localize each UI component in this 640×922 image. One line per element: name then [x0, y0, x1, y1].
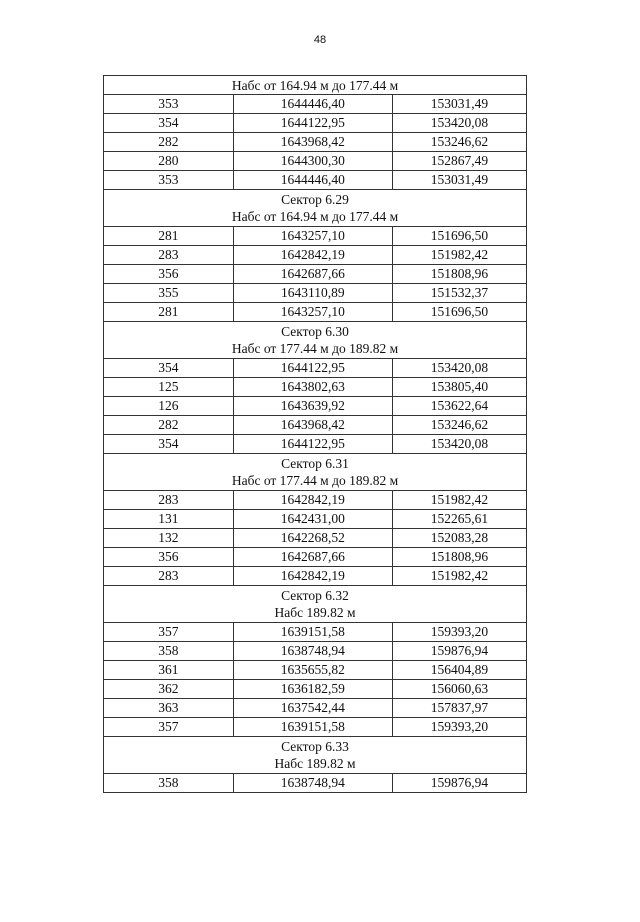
sector-header-cell [104, 76, 527, 95]
table-row [104, 114, 527, 133]
y-coordinate-cell: 159876,94 [392, 774, 526, 793]
x-coordinate-cell: 1644446,40 [233, 95, 392, 114]
y-coordinate-cell: 152265,61 [392, 510, 526, 529]
table-row [104, 378, 527, 397]
y-coordinate-cell: 153420,08 [392, 435, 526, 454]
point-number-cell: 281 [104, 227, 234, 246]
y-coordinate-cell: 151808,96 [392, 265, 526, 284]
sector-header-cell [104, 454, 527, 491]
table-row [104, 510, 527, 529]
point-number-cell: 357 [104, 718, 234, 737]
table-row [104, 567, 527, 586]
sector-header-row [104, 737, 527, 774]
sector-title: Сектор 6.29 [281, 192, 349, 207]
y-coordinate-cell: 153420,08 [392, 359, 526, 378]
x-coordinate-cell: 1643257,10 [233, 303, 392, 322]
sector-header-cell [104, 322, 527, 359]
y-coordinate-cell: 151696,50 [392, 303, 526, 322]
table-row [104, 680, 527, 699]
table-row [104, 699, 527, 718]
table-row [104, 416, 527, 435]
elevation-range: Набс от 164.94 м до 177.44 м [231, 77, 399, 93]
y-coordinate-cell: 151982,42 [392, 246, 526, 265]
table-row [104, 246, 527, 265]
coordinates-table-body [104, 76, 527, 793]
x-coordinate-cell: 1635655,82 [233, 661, 392, 680]
sector-title: Сектор 6.32 [281, 588, 349, 603]
sector-header-row [104, 586, 527, 623]
point-number-cell: 125 [104, 378, 234, 397]
table-row [104, 397, 527, 416]
y-coordinate-cell: 151982,42 [392, 567, 526, 586]
table-row [104, 774, 527, 793]
y-coordinate-cell: 152083,28 [392, 529, 526, 548]
y-coordinate-cell: 153246,62 [392, 133, 526, 152]
point-number-cell: 354 [104, 114, 234, 133]
y-coordinate-cell: 153031,49 [392, 171, 526, 190]
sector-header-row [104, 454, 527, 491]
y-coordinate-cell: 159876,94 [392, 642, 526, 661]
x-coordinate-cell: 1644122,95 [233, 114, 392, 133]
point-number-cell: 283 [104, 246, 234, 265]
y-coordinate-cell: 153622,64 [392, 397, 526, 416]
x-coordinate-cell: 1642842,19 [233, 567, 392, 586]
point-number-cell: 282 [104, 133, 234, 152]
x-coordinate-cell: 1643257,10 [233, 227, 392, 246]
point-number-cell: 353 [104, 95, 234, 114]
point-number-cell: 358 [104, 642, 234, 661]
coordinates-table [103, 75, 527, 793]
x-coordinate-cell: 1643802,63 [233, 378, 392, 397]
x-coordinate-cell: 1636182,59 [233, 680, 392, 699]
y-coordinate-cell: 159393,20 [392, 718, 526, 737]
x-coordinate-cell: 1639151,58 [233, 623, 392, 642]
point-number-cell: 361 [104, 661, 234, 680]
x-coordinate-cell: 1643110,89 [233, 284, 392, 303]
table-row [104, 718, 527, 737]
y-coordinate-cell: 153246,62 [392, 416, 526, 435]
point-number-cell: 354 [104, 359, 234, 378]
y-coordinate-cell: 156404,89 [392, 661, 526, 680]
point-number-cell: 356 [104, 265, 234, 284]
point-number-cell: 283 [104, 567, 234, 586]
sector-header-cell [104, 737, 527, 774]
table-row [104, 359, 527, 378]
x-coordinate-cell: 1642268,52 [233, 529, 392, 548]
sector-header-cell [104, 586, 527, 623]
elevation-range: Набс от 177.44 м до 189.82 м [231, 341, 399, 356]
table-row [104, 152, 527, 171]
x-coordinate-cell: 1643968,42 [233, 416, 392, 435]
x-coordinate-cell: 1644122,95 [233, 359, 392, 378]
point-number-cell: 280 [104, 152, 234, 171]
x-coordinate-cell: 1643968,42 [233, 133, 392, 152]
y-coordinate-cell: 157837,97 [392, 699, 526, 718]
x-coordinate-cell: 1642842,19 [233, 491, 392, 510]
x-coordinate-cell: 1637542,44 [233, 699, 392, 718]
x-coordinate-cell: 1644446,40 [233, 171, 392, 190]
sector-header-row [104, 322, 527, 359]
point-number-cell: 126 [104, 397, 234, 416]
table-row [104, 642, 527, 661]
point-number-cell: 131 [104, 510, 234, 529]
sector-title: Сектор 6.33 [281, 739, 349, 754]
sector-title: Сектор 6.30 [281, 324, 349, 339]
x-coordinate-cell: 1643639,92 [233, 397, 392, 416]
y-coordinate-cell: 151808,96 [392, 548, 526, 567]
sector-title: Сектор 6.31 [281, 456, 349, 471]
table-row [104, 95, 527, 114]
x-coordinate-cell: 1642842,19 [233, 246, 392, 265]
table-row [104, 171, 527, 190]
x-coordinate-cell: 1642431,00 [233, 510, 392, 529]
point-number-cell: 283 [104, 491, 234, 510]
table-row [104, 623, 527, 642]
point-number-cell: 132 [104, 529, 234, 548]
table-row [104, 133, 527, 152]
point-number-cell: 355 [104, 284, 234, 303]
elevation-range: Набс 189.82 м [274, 756, 356, 771]
table-row [104, 284, 527, 303]
y-coordinate-cell: 153805,40 [392, 378, 526, 397]
sector-header-row [104, 76, 527, 95]
elevation-range: Набс от 177.44 м до 189.82 м [231, 473, 399, 488]
table-row [104, 227, 527, 246]
x-coordinate-cell: 1644300,30 [233, 152, 392, 171]
table-row [104, 661, 527, 680]
y-coordinate-cell: 153031,49 [392, 95, 526, 114]
sector-header-row [104, 190, 527, 227]
sector-header-cell [104, 190, 527, 227]
y-coordinate-cell: 151532,37 [392, 284, 526, 303]
x-coordinate-cell: 1642687,66 [233, 265, 392, 284]
x-coordinate-cell: 1638748,94 [233, 642, 392, 661]
elevation-range: Набс от 164.94 м до 177.44 м [231, 209, 399, 224]
x-coordinate-cell: 1642687,66 [233, 548, 392, 567]
point-number-cell: 363 [104, 699, 234, 718]
x-coordinate-cell: 1639151,58 [233, 718, 392, 737]
point-number-cell: 357 [104, 623, 234, 642]
x-coordinate-cell: 1644122,95 [233, 435, 392, 454]
elevation-range: Набс 189.82 м [274, 605, 356, 620]
point-number-cell: 353 [104, 171, 234, 190]
table-row [104, 491, 527, 510]
table-row [104, 548, 527, 567]
point-number-cell: 358 [104, 774, 234, 793]
table-row [104, 265, 527, 284]
point-number-cell: 282 [104, 416, 234, 435]
y-coordinate-cell: 156060,63 [392, 680, 526, 699]
table-row [104, 435, 527, 454]
table-row [104, 303, 527, 322]
y-coordinate-cell: 159393,20 [392, 623, 526, 642]
y-coordinate-cell: 152867,49 [392, 152, 526, 171]
point-number-cell: 354 [104, 435, 234, 454]
page-number: 48 [313, 34, 327, 46]
y-coordinate-cell: 153420,08 [392, 114, 526, 133]
point-number-cell: 356 [104, 548, 234, 567]
table-row [104, 529, 527, 548]
point-number-cell: 281 [104, 303, 234, 322]
point-number-cell: 362 [104, 680, 234, 699]
y-coordinate-cell: 151696,50 [392, 227, 526, 246]
y-coordinate-cell: 151982,42 [392, 491, 526, 510]
x-coordinate-cell: 1638748,94 [233, 774, 392, 793]
